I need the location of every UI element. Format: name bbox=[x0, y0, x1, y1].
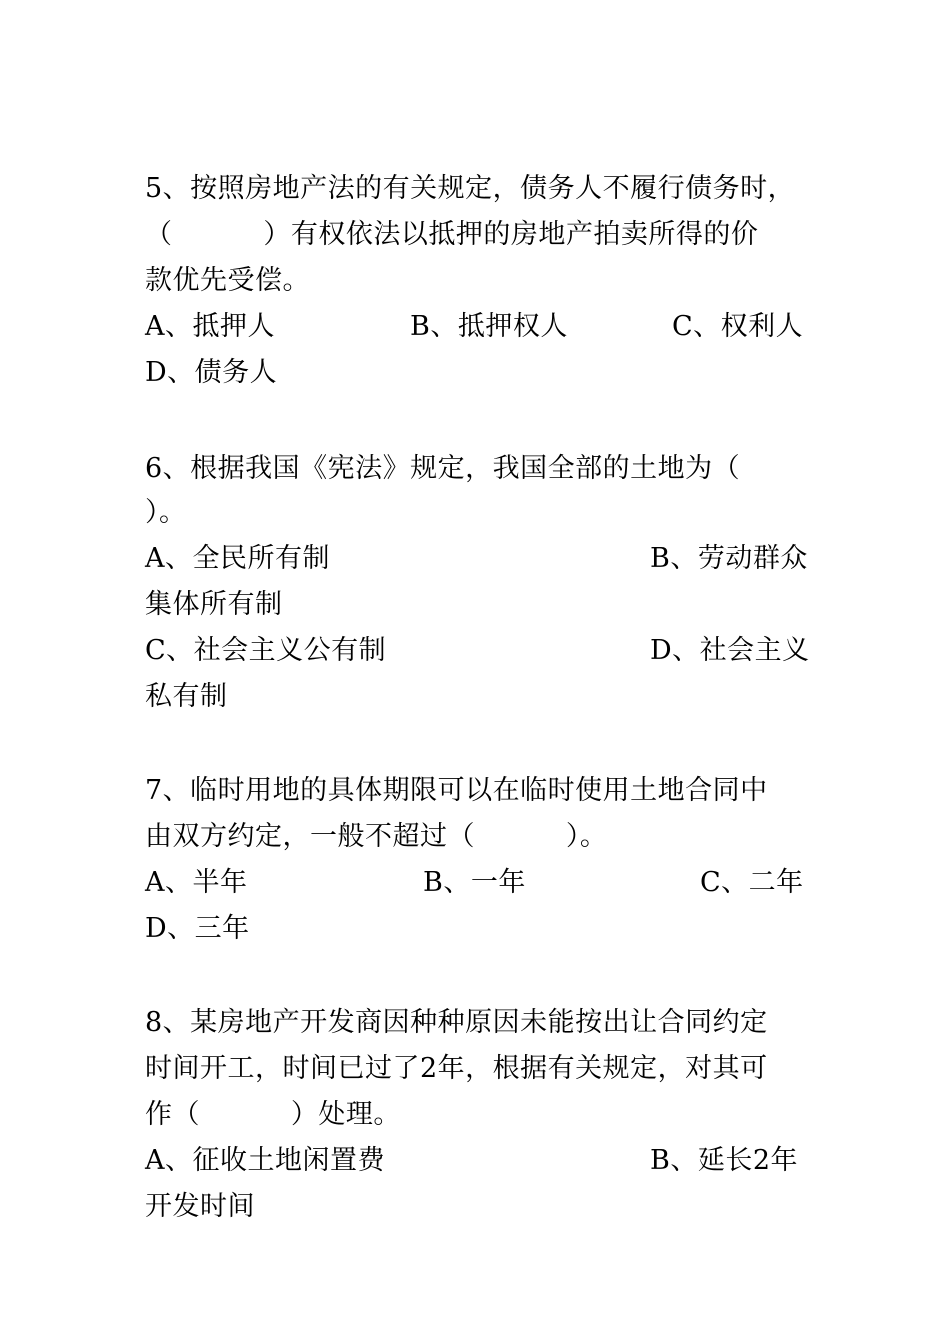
question-8-line-3: 作（ ）处理。 bbox=[145, 1099, 401, 1130]
question-5-line-2: （ ）有权依法以抵押的房地产拍卖所得的价 bbox=[145, 219, 759, 250]
question-6-line-1: 6、根据我国《宪法》规定，我国全部的土地为（ bbox=[145, 453, 741, 484]
question-7-option-a: A、半年 bbox=[145, 867, 248, 898]
question-5-option-a: A、抵押人 bbox=[145, 311, 275, 342]
question-6-line-2: ）。 bbox=[145, 497, 187, 528]
question-7-line-1: 7、临时用地的具体期限可以在临时使用土地合同中 bbox=[145, 775, 768, 806]
question-6-option-a: A、全民所有制 bbox=[145, 543, 330, 574]
question-7-option-b: B、一年 bbox=[423, 867, 526, 898]
question-8-option-a: A、征收土地闲置费 bbox=[145, 1145, 385, 1176]
question-7-option-d: D、三年 bbox=[145, 913, 250, 944]
question-8-line-2: 时间开工，时间已过了2年，根据有关规定，对其可 bbox=[145, 1053, 768, 1084]
question-6-option-c: C、社会主义公有制 bbox=[145, 635, 387, 666]
question-8-option-b-continued: 开发时间 bbox=[145, 1191, 255, 1222]
question-6-option-b-continued: 集体所有制 bbox=[145, 589, 283, 620]
question-6-option-b: B、劳动群众 bbox=[650, 543, 808, 574]
question-5-option-c: C、权利人 bbox=[672, 311, 804, 342]
question-5-line-1: 5、按照房地产法的有关规定，债务人不履行债务时， bbox=[145, 173, 796, 204]
question-5-option-b: B、抵押权人 bbox=[410, 311, 568, 342]
question-6-option-d-continued: 私有制 bbox=[145, 681, 228, 712]
question-7-line-2: 由双方约定，一般不超过（ ）。 bbox=[145, 821, 608, 852]
question-7-option-c: C、二年 bbox=[700, 867, 804, 898]
question-5-line-3: 款优先受偿。 bbox=[145, 265, 310, 296]
question-5-option-d: D、债务人 bbox=[145, 357, 278, 388]
question-8-line-1: 8、某房地产开发商因种种原因未能按出让合同约定 bbox=[145, 1007, 768, 1038]
question-8-option-b: B、延长2年 bbox=[650, 1145, 799, 1176]
question-6-option-d: D、社会主义 bbox=[650, 635, 810, 666]
